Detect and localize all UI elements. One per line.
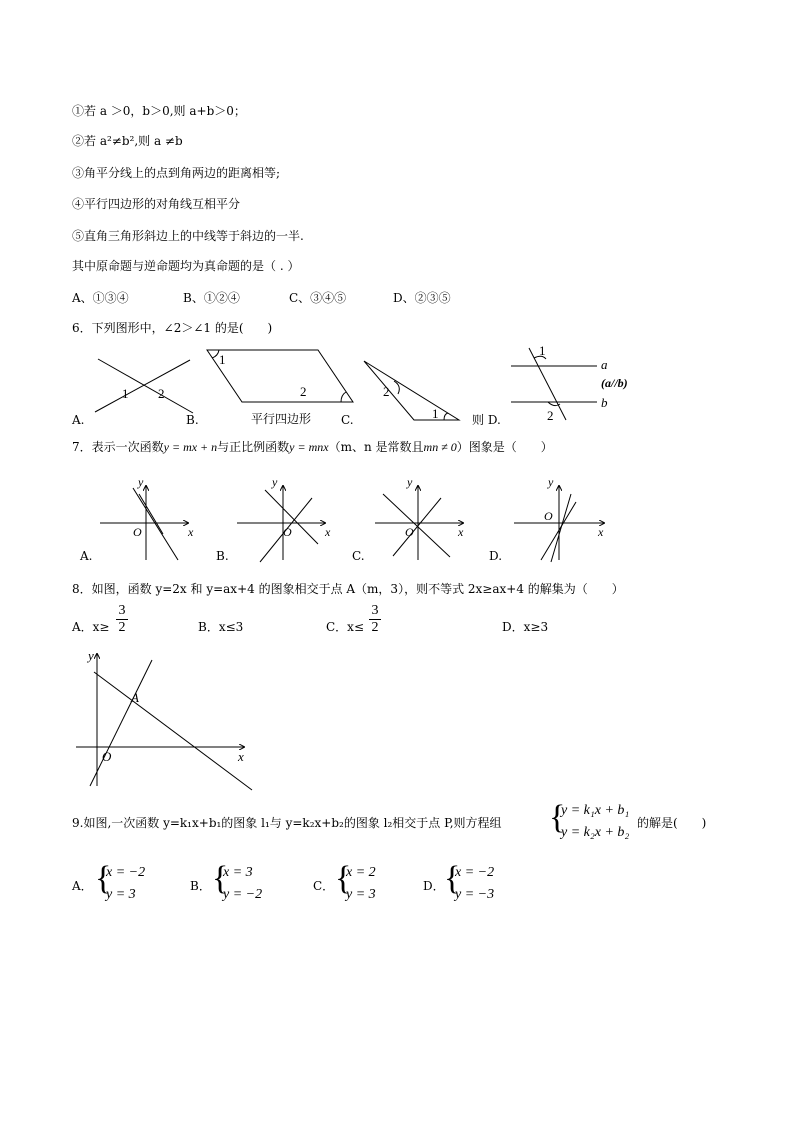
q6-label-d: 则 D. (472, 413, 501, 427)
q7c-x: x (458, 525, 464, 539)
q7-expr-linear: y = mx + n (163, 440, 218, 454)
q8-c-denominator: 2 (369, 619, 381, 636)
q9-c-eq2: y = 3 (346, 887, 376, 902)
q8-graph (72, 648, 272, 793)
statement-4: ④平行四边形的对角线互相平分 (72, 197, 241, 211)
q9-option-c-label: C． (313, 879, 335, 893)
q6b-angle-2: 2 (300, 384, 307, 399)
q8-point-a: A (131, 690, 139, 705)
q7a-y: y (138, 475, 144, 489)
q9-option-b-label: B． (190, 879, 211, 893)
q7d-o: O (544, 509, 553, 523)
q7-stem-d: ）图象是（ ） (456, 440, 553, 454)
q7-expr-proportional: y = mnx (289, 440, 329, 454)
q8-a-denominator: 2 (116, 619, 128, 636)
q7-stem-b: 与正比例函数 (217, 440, 290, 454)
q6a-angle-1: 1 (122, 386, 129, 401)
q9-system-brace: { (549, 799, 566, 836)
q9-option-d-label: D． (423, 879, 445, 893)
q9-a-eq2: y = 3 (106, 887, 136, 902)
q7c-y: y (407, 475, 413, 489)
q6a-angle-2: 2 (158, 386, 165, 401)
q9-d-eq2: y = −3 (455, 887, 495, 902)
q9-system (561, 800, 629, 844)
q8-x: x (238, 749, 244, 764)
q6d-angle-1: 1 (539, 343, 546, 358)
q8-option-a-fraction (116, 603, 128, 636)
q5-stem: 其中原命题与逆命题均为真命题的是（ . ） (72, 259, 300, 273)
statement-3: ③角平分线上的点到角两边的距离相等; (72, 166, 281, 180)
q6b-angle-1: 1 (219, 352, 226, 367)
q9-option-c-brace: { (335, 860, 352, 897)
q5-option-c: C、③④⑤ (289, 291, 347, 305)
q9-option-a-system (106, 862, 145, 906)
q6-label-b: B. (186, 413, 199, 427)
q6-figures (0, 340, 794, 440)
q9-d-eq1: x = −2 (455, 865, 495, 880)
q7-stem-c: （m、n 是常数且 (328, 440, 424, 454)
q9-c-eq1: x = 2 (346, 865, 376, 880)
q6-parallelogram-caption: 平行四边形 (251, 412, 312, 426)
q5-option-d: D、②③⑤ (393, 291, 451, 305)
q8-stem: 8．如图，函数 y=2x 和 y=ax+4 的图象相交于点 A（m，3），则不等式 2x≥ax+4 的解集为（ ） (72, 582, 624, 596)
q9-a-eq1: x = −2 (106, 865, 146, 880)
q9-system-eq1: y = k₁x + b₁ (561, 803, 630, 818)
q7-graphs (0, 472, 794, 572)
q8-option-c: C．x≤ (326, 620, 365, 634)
q6-stem: 6．下列图形中，∠2＞∠1 的是( ) (72, 321, 273, 335)
q7-label-a: A. (80, 549, 93, 563)
q7-label-c: C. (352, 549, 365, 563)
q7b-y: y (272, 475, 278, 489)
q8-c-numerator: 3 (371, 603, 379, 618)
q7b-x: x (325, 525, 331, 539)
q9-option-a-brace: { (95, 860, 112, 897)
q6d-angle-2: 2 (547, 408, 554, 423)
q7d-x: x (598, 525, 604, 539)
q5-option-b: B、①②④ (183, 291, 240, 305)
statement-2: ②若 a²≠b²,则 a ≠b (72, 134, 183, 148)
q9-option-a-label: A． (72, 879, 93, 893)
q6-label-c: C. (341, 413, 354, 427)
q6c-angle-1: 1 (432, 406, 439, 421)
q7a-o: O (133, 525, 142, 539)
q8-option-b: B．x≤3 (198, 620, 244, 634)
q9-option-d-brace: { (444, 860, 461, 897)
q7-expr-condition: mn ≠ 0 (423, 440, 457, 454)
q9-option-b-brace: { (212, 860, 229, 897)
q7-stem-a: 7．表示一次函数 (72, 440, 164, 454)
q7-label-b: B. (216, 549, 229, 563)
q8-option-c-fraction (369, 603, 381, 636)
q9-option-c-system (346, 862, 376, 906)
statement-1: ①若 a ＞0，b＞0,则 a+b＞0； (72, 104, 246, 118)
q8-a-numerator: 3 (118, 603, 126, 618)
q9-system-eq2: y = k₂x + b₂ (561, 825, 630, 840)
q6-label-a: A. (72, 413, 85, 427)
q9-option-b-system (223, 862, 262, 906)
q7d-y: y (548, 475, 554, 489)
q6d-line-b: b (601, 395, 608, 410)
q8-option-a: A．x≥ (72, 620, 110, 634)
q9-stem-b: 的解是( ) (637, 816, 707, 830)
q7-label-d: D. (489, 549, 503, 563)
q7a-x: x (188, 525, 194, 539)
q8-y: y (88, 648, 94, 663)
q7c-o: O (405, 525, 414, 539)
q6c-angle-2: 2 (383, 384, 390, 399)
q9-b-eq2: y = −2 (223, 887, 263, 902)
q7b-o: O (283, 525, 292, 539)
statement-5: ⑤直角三角形斜边上的中线等于斜边的一半. (72, 229, 304, 243)
q6d-line-a: a (601, 357, 608, 372)
q6d-parallel-note: (a//b) (601, 376, 628, 390)
q7-stem (72, 439, 553, 455)
q9-stem-a: 9.如图,一次函数 y=k₁x+b₁的图象 l₁与 y=k₂x+b₂的图象 l₂相交于点 P,则方程组 (72, 816, 502, 830)
q9-option-d-system (455, 862, 494, 906)
q5-option-a: A、①③④ (72, 291, 129, 305)
q9-b-eq1: x = 3 (223, 865, 253, 880)
q8-option-d: D．x≥3 (502, 620, 549, 634)
q8-o: O (102, 749, 112, 764)
